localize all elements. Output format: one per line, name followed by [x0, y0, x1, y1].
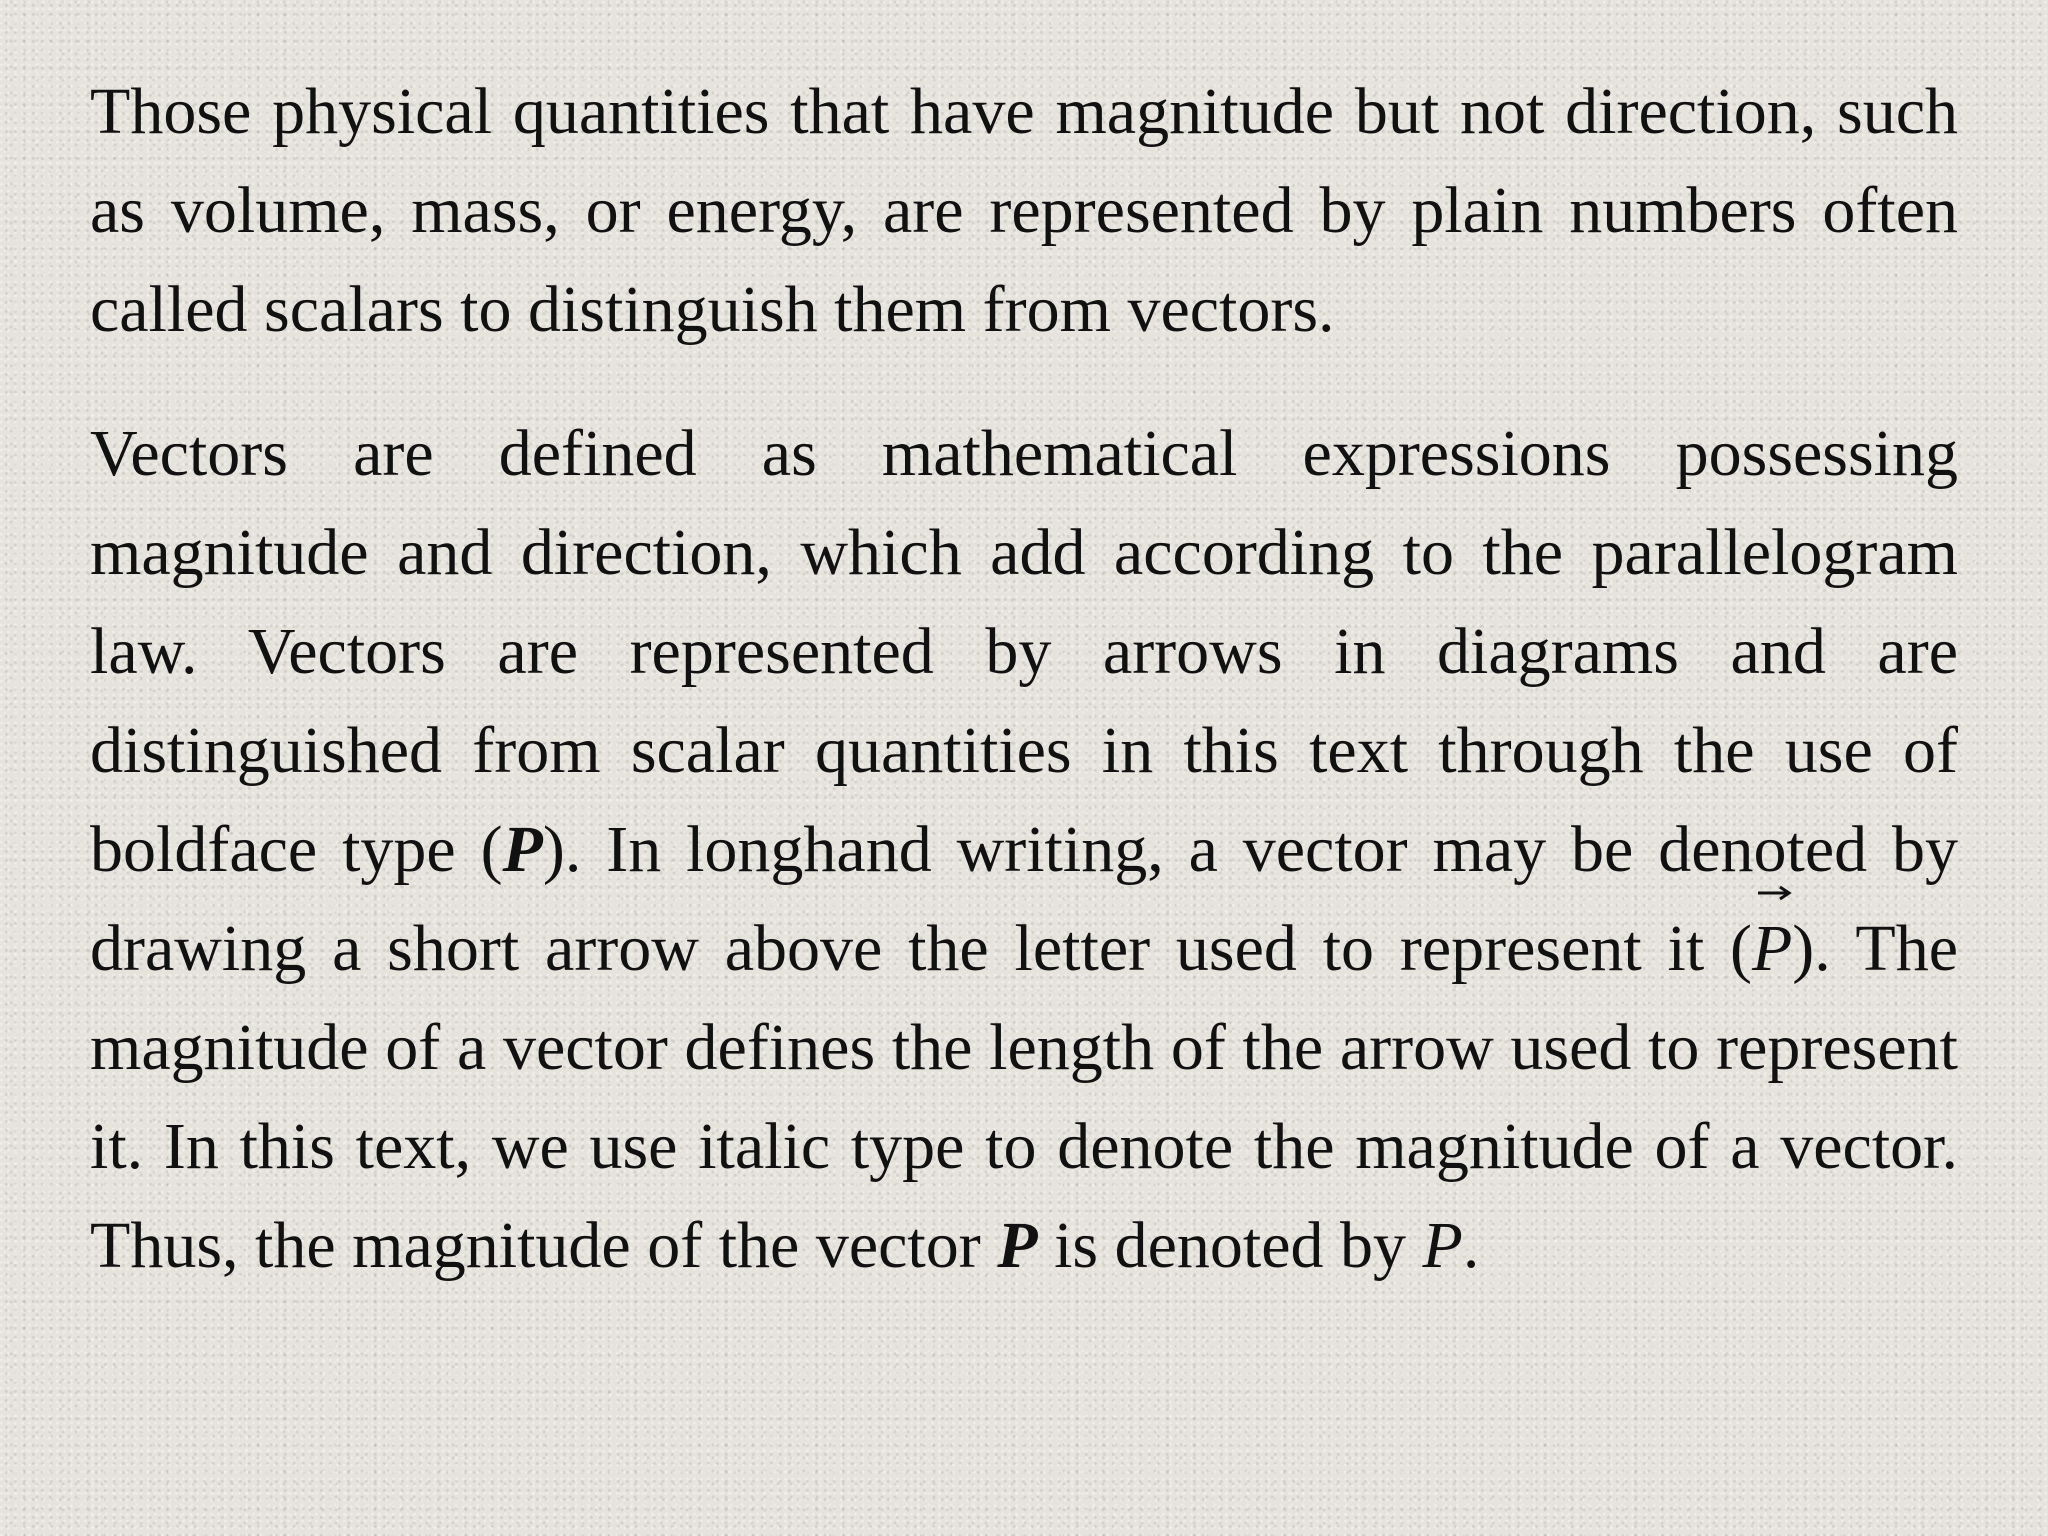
italic-magnitude-symbol: P — [1422, 1209, 1463, 1282]
slide-content — [90, 62, 1958, 1295]
vector-paragraph — [90, 404, 1958, 1295]
arrow-vector-letter: P — [1751, 912, 1793, 985]
bold-vector-symbol: P — [502, 813, 543, 886]
vector-arrow-icon — [1756, 883, 1792, 903]
bold-vector-symbol-2: P — [997, 1209, 1038, 1282]
vector-text-part-5: . — [1462, 1209, 1480, 1282]
arrow-vector-symbol — [1752, 899, 1792, 998]
scalar-paragraph-text: Those physical quantities that have magnitude but not direction, such as volume, mass, or energy, are represented by plain numbers often called scalars to distinguish them from vectors. — [90, 75, 1958, 346]
vector-text-part-1: Vectors are defined as mathematical expressions possessing magnitude and direction, which add according to the parallelogram law. Vectors are represented by arrows in diagrams and are distinguished from scalar quantities in this text through the use of boldface type ( — [90, 417, 1958, 886]
vector-text-part-4: is denoted by — [1037, 1209, 1423, 1282]
scalar-paragraph — [90, 62, 1958, 359]
vector-text-part-3: ). The magnitude of a vector defines the length of the arrow used to represent it. In this text, we use italic type to denote the magnitude of a vector. Thus, the magnitude of the vector — [90, 912, 1958, 1282]
vector-text-part-2: ). In longhand writing, a vector may be denoted by drawing a short arrow above the letter used to represent it ( — [90, 813, 1958, 985]
